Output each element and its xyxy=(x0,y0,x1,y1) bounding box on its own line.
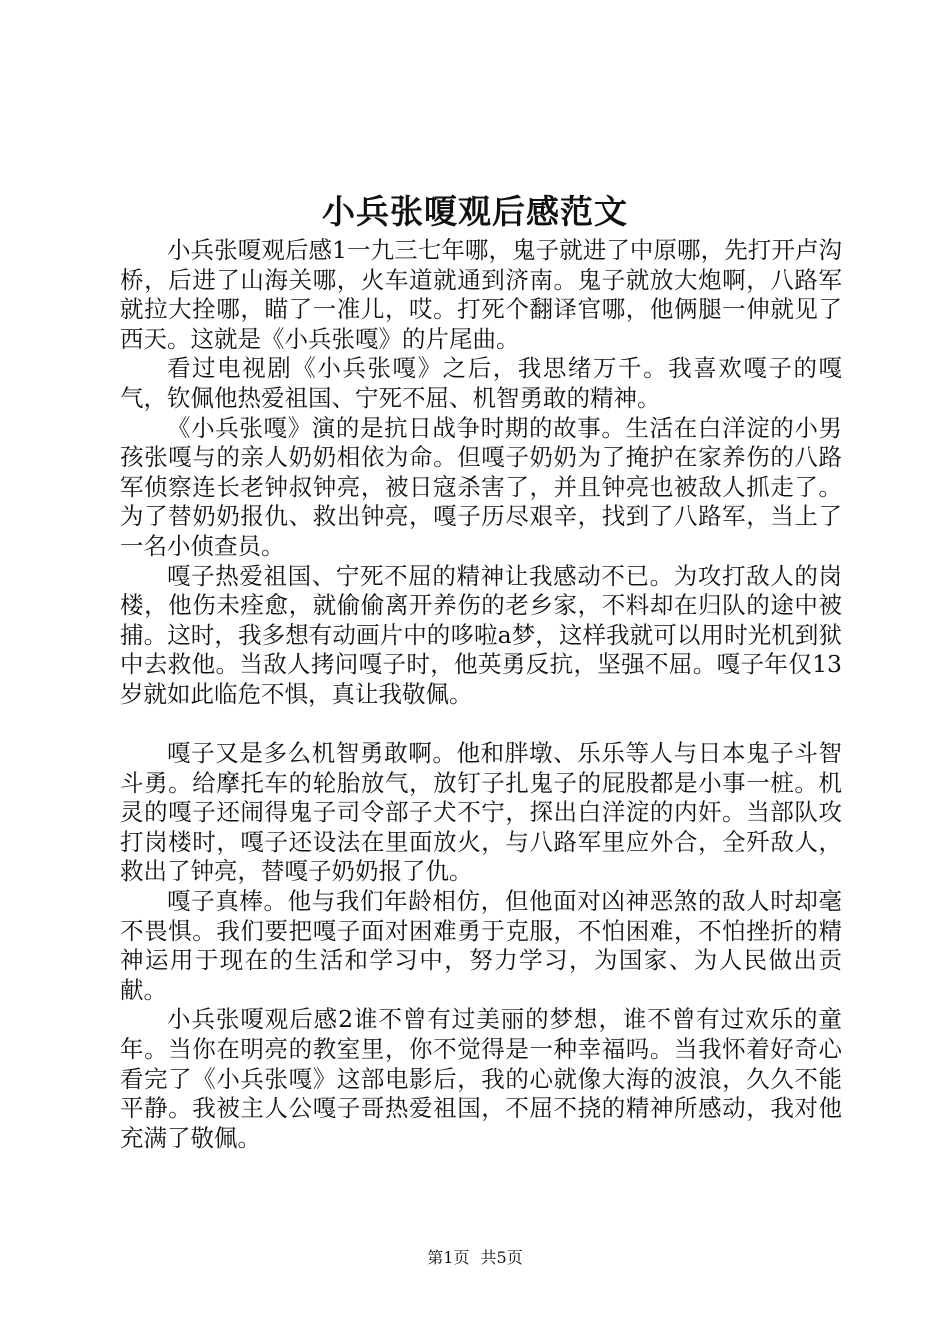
page-number: 第1页 xyxy=(427,1248,470,1267)
paragraph-5: 嘎子又是多么机智勇敢啊。他和胖墩、乐乐等人与日本鬼子斗智斗勇。给摩托车的轮胎放气，放钉子扎鬼子的屁股都是小事一桩。机灵的嘎子还闹得鬼子司令部子犬不宁，探出白洋淀的内奸。当部队攻打岗楼时，嘎子还设法在里面放火，与八路军里应外合，全歼敌人，救出了钟亮，替嘎子奶奶报了仇。 xyxy=(120,739,842,886)
paragraph-6: 嘎子真棒。他与我们年龄相仿，但他面对凶神恶煞的敌人时却毫不畏惧。我们要把嘎子面对困难勇于克服，不怕困难，不怕挫折的精神运用于现在的生活和学习中，努力学习，为国家、为人民做出贡献。 xyxy=(120,887,842,1004)
document-body xyxy=(120,236,842,1153)
paragraph-4: 嘎子热爱祖国、宁死不屈的精神让我感动不已。为攻打敌人的岗楼，他伤未痊愈，就偷偷离开养伤的老乡家，不料却在归队的途中被捕。这时，我多想有动画片中的哆啦a梦，这样我就可以用时光机到狱中去救他。当敌人拷问嘎子时，他英勇反抗，坚强不屈。嘎子年仅13岁就如此临危不惧，真让我敬佩。 xyxy=(120,561,842,708)
paragraph-2: 看过电视剧《小兵张嘎》之后，我思绪万千。我喜欢嘎子的嘎气，钦佩他热爱祖国、宁死不屈、机智勇敢的精神。 xyxy=(120,354,842,412)
page-footer xyxy=(0,1245,950,1268)
paragraph-3: 《小兵张嘎》演的是抗日战争时期的故事。生活在白洋淀的小男孩张嘎与的亲人奶奶相依为命。但嘎子奶奶为了掩护在家养伤的八路军侦察连长老钟叔钟亮，被日寇杀害了，并且钟亮也被敌人抓走了。为了替奶奶报仇、救出钟亮，嘎子历尽艰辛，找到了八路军，当上了一名小侦查员。 xyxy=(120,413,842,560)
paragraph-1: 小兵张嗄观后感1一九三七年哪，鬼子就进了中原哪，先打开卢沟桥，后进了山海关哪，火车道就通到济南。鬼子就放大炮啊，八路军就拉大拴哪，瞄了一准儿，哎。打死个翻译官哪，他俩腿一伸就见了西天。这就是《小兵张嘎》的片尾曲。 xyxy=(120,236,842,353)
paragraph-7: 小兵张嗄观后感2谁不曾有过美丽的梦想，谁不曾有过欢乐的童年。当你在明亮的教室里，你不觉得是一种幸福吗。当我怀着好奇心看完了《小兵张嘎》这部电影后，我的心就像大海的波浪，久久不能平静。我被主人公嘎子哥热爱祖国，不屈不挠的精神所感动，我对他充满了敬佩。 xyxy=(120,1005,842,1152)
page-total: 共5页 xyxy=(480,1248,523,1267)
document-title: 小兵张嗄观后感范文 xyxy=(322,192,628,231)
